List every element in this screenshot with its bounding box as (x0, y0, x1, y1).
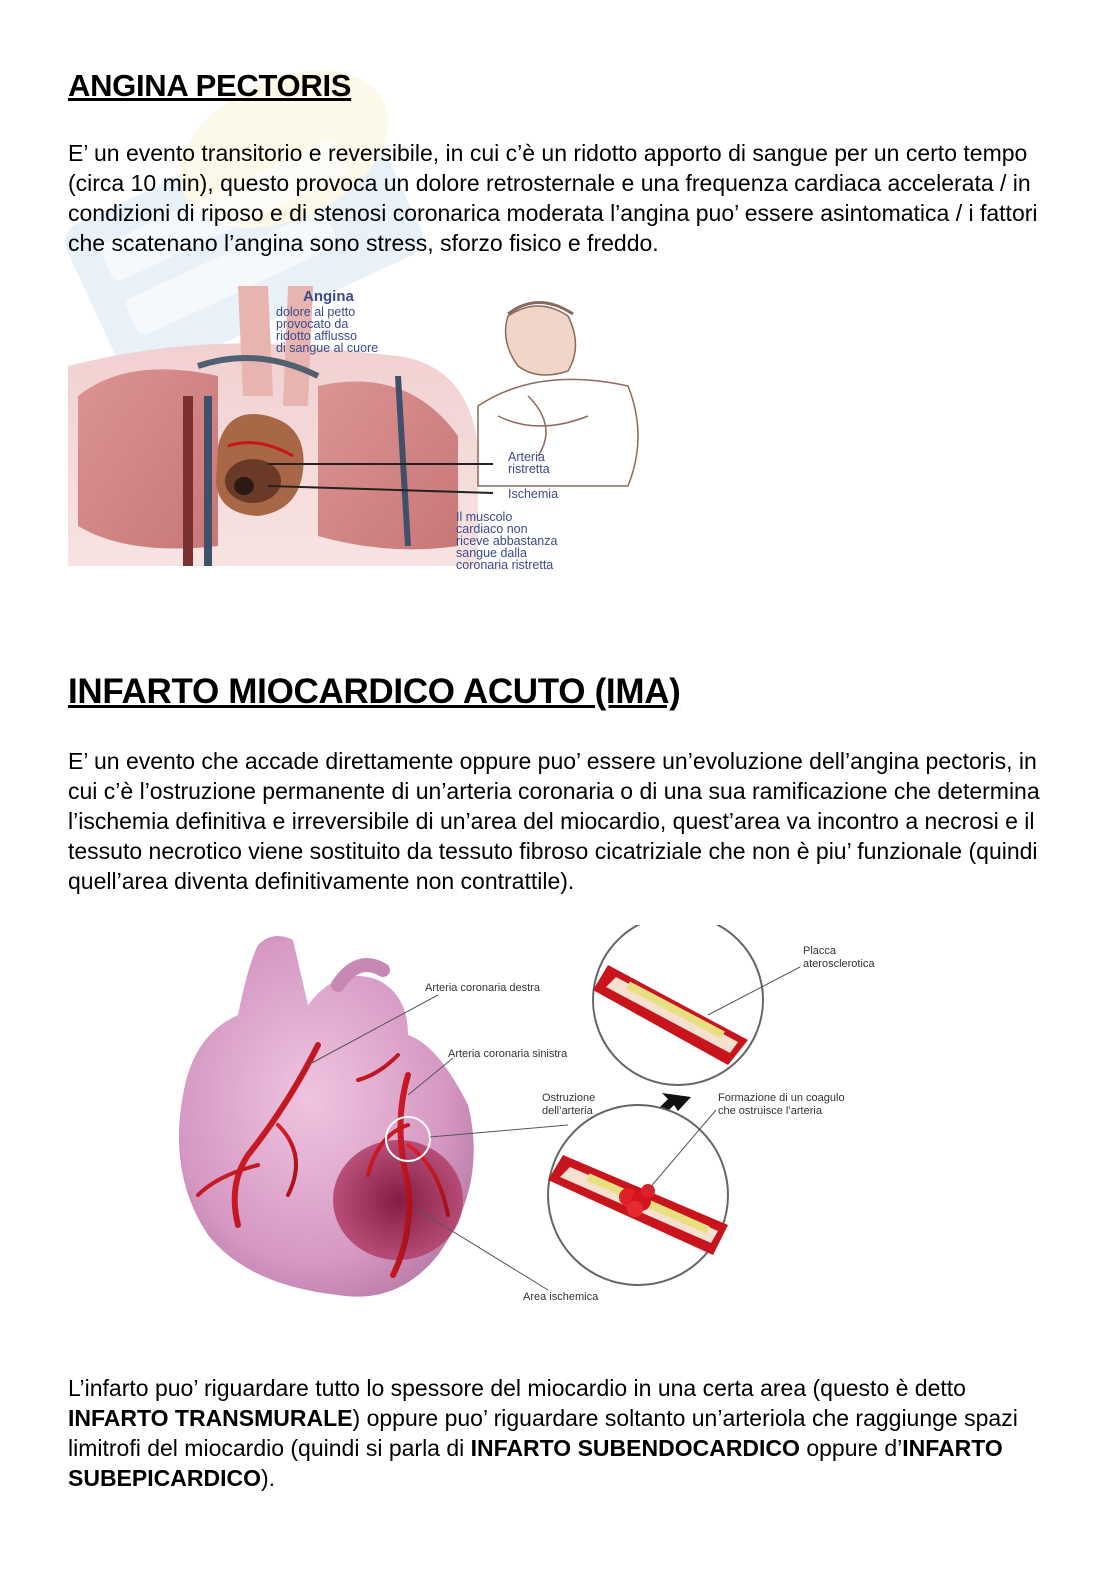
artery-clot-icon (548, 1105, 728, 1285)
figure1-desc-line: ridotto afflusso (276, 329, 358, 343)
angina-illustration (68, 286, 668, 576)
section-title-angina: ANGINA PECTORIS (68, 68, 352, 103)
figure2-label-obstruction: Ostruzione (542, 1092, 596, 1104)
figure1-label-muscle: Il muscolo (456, 510, 513, 524)
term-subendocardico: INFARTO SUBENDOCARDICO (470, 1435, 800, 1461)
figure1-label-muscle: coronaria ristretta (456, 558, 554, 572)
term-subepicardico: INFARTO SUBEPICARDICO (68, 1435, 1003, 1491)
figure1-desc-line: dolore al petto (276, 305, 356, 319)
figure1-label-ischemia: Ischemia (508, 487, 559, 501)
infarction-illustration (108, 925, 888, 1315)
text-segment: ). (260, 1465, 276, 1491)
figure1-desc-line: di sangue al cuore (276, 341, 379, 355)
text-segment: oppure d’ (799, 1435, 903, 1461)
figure1-desc-line: provocato da (276, 317, 349, 331)
infarto-types-paragraph (68, 1373, 1043, 1493)
figure1-label-artery: ristretta (508, 462, 550, 476)
figure2-label-clot: Formazione di un coagulo (718, 1092, 845, 1104)
figure2-label-ischemic-area: Area ischemica (523, 1291, 599, 1303)
figure1-description (276, 305, 378, 355)
figure2-label-obstruction: dell’arteria (542, 1105, 593, 1117)
infarto-paragraph: E’ un evento che accade direttamente oppure puo’ essere un’evoluzione dell’angina pectoris, in cui c’è l’ostruzione permanente di un’arteria coronaria o di una sua ramificazione che determina l’ischemia definitiva e irreversibile di un’area del miocardio, quest’area va incontro a necrosi e il tessuto necrotico viene sostituito da tessuto fibroso cicatriziale che non è piu’ funzionale (quindi quell’area diventa definitivamente non contrattile). (68, 748, 1040, 894)
artery-plaque-icon (593, 925, 763, 1085)
figure2-label-left-coronary: Arteria coronaria sinistra (448, 1048, 568, 1060)
person-icon (478, 303, 638, 487)
angina-paragraph: E’ un evento transitorio e reversibile, in cui c’è un ridotto apporto di sangue per un certo tempo (circa 10 min), questo provoca un dolore retrosternale e una frequenza cardiaca accelerata / in condizioni di riposo e di stenosi coronarica moderata l’angina puo’ essere asintomatica / i fattori che scatenano l’angina sono stress, sforzo fisico e freddo. (68, 140, 1038, 256)
section-title-infarto: INFARTO MIOCARDICO ACUTO (IMA) (68, 672, 681, 711)
term-transmurale: INFARTO TRANSMURALE (68, 1405, 353, 1431)
figure2-label-plaque: aterosclerotica (803, 958, 875, 970)
text-segment: L’infarto puo’ riguardare tutto lo spessore del miocardio in una certa area (questo è detto (68, 1375, 966, 1401)
figure2-label-right-coronary: Arteria coronaria destra (425, 982, 540, 994)
figure2-label-clot: che ostruisce l’arteria (718, 1105, 822, 1117)
figure1-label-artery: Arteria (508, 450, 545, 464)
figure1-label-muscle: riceve abbastanza (456, 534, 558, 548)
figure1-label-muscle: cardiaco non (456, 522, 528, 536)
text-segment: ) oppure puo’ riguardare soltanto un’arteriola che raggiunge spazi limitrofi del miocardio (quindi si parla di (68, 1405, 1018, 1461)
figure2-label-plaque: Placca (803, 945, 837, 957)
figure1-title: Angina (303, 288, 354, 305)
figure1-label-muscle: sangue dalla (456, 546, 527, 560)
